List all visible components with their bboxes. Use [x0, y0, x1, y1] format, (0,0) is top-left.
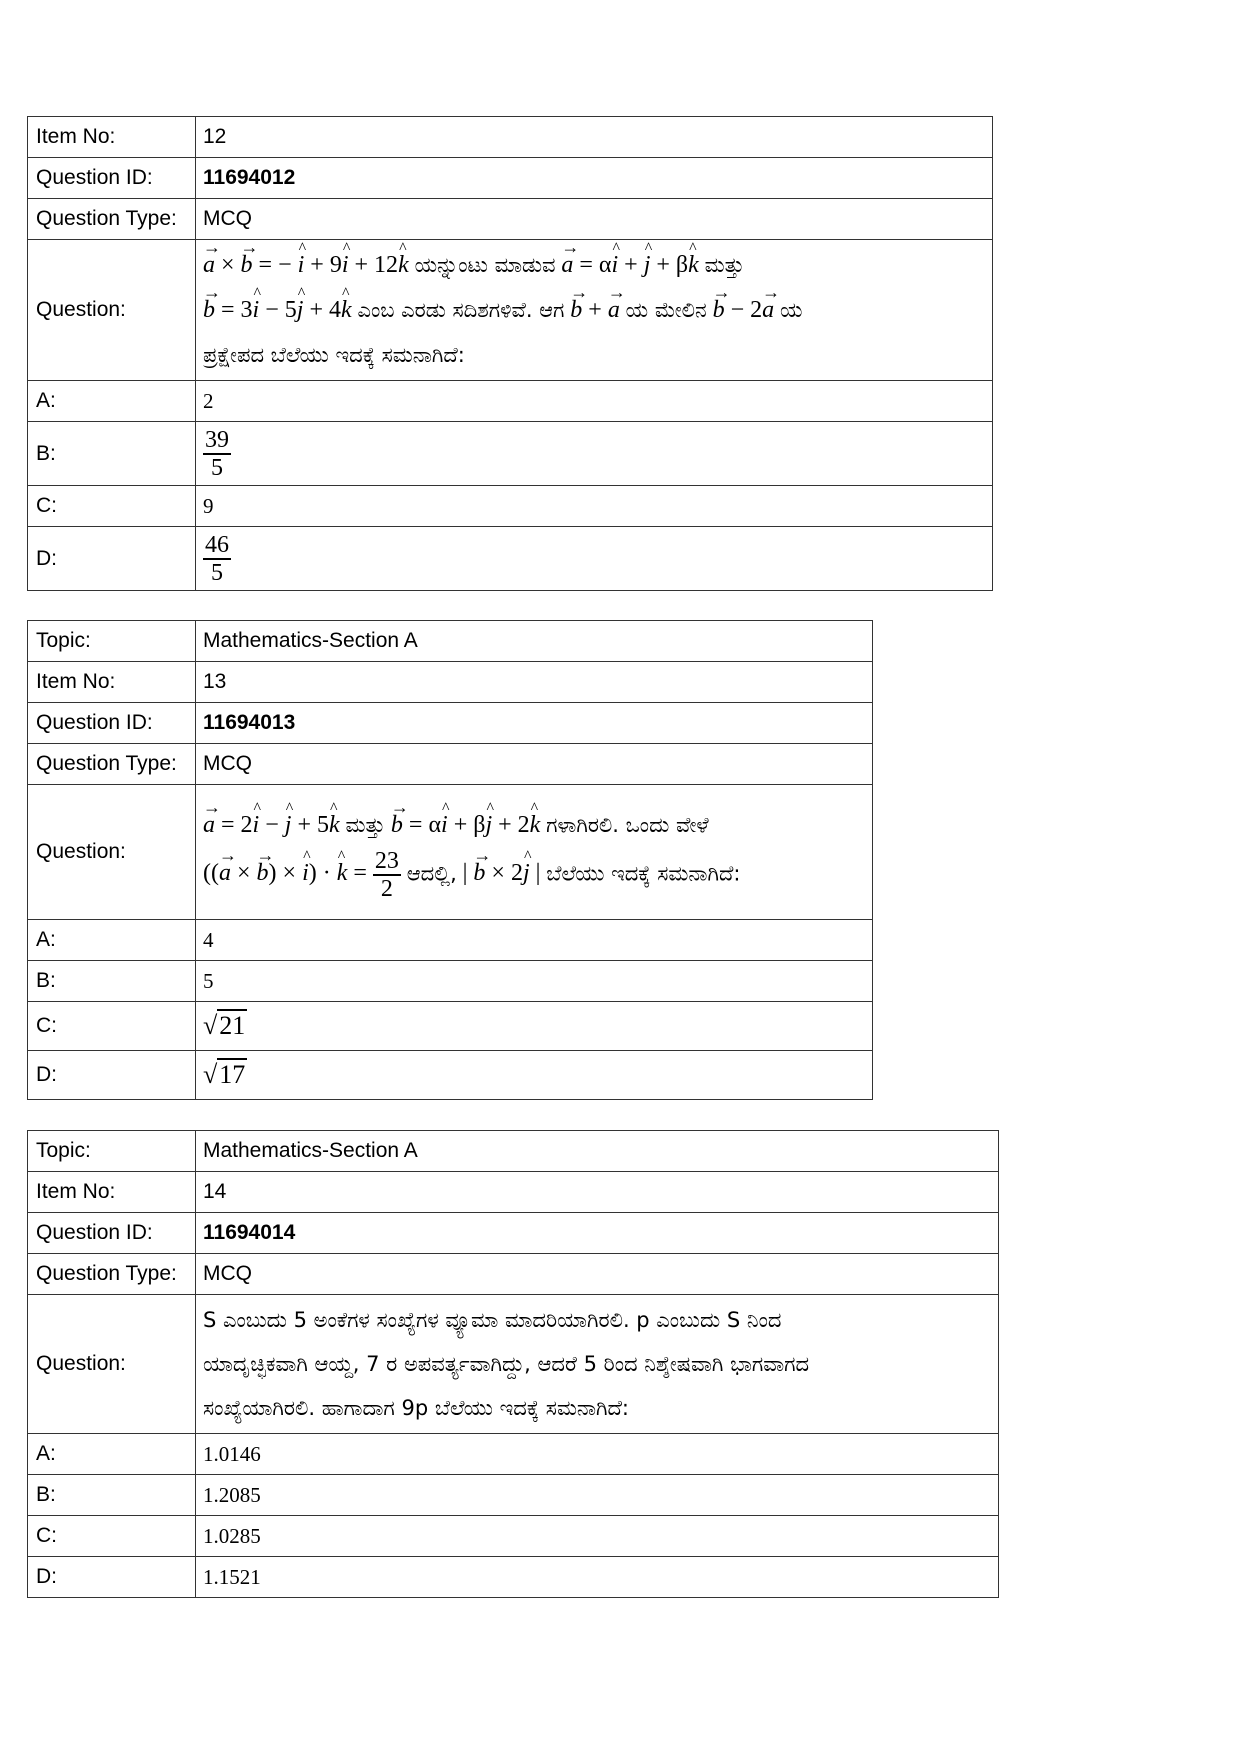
option-c-label: C:: [28, 1002, 196, 1051]
item-no-value: 12: [196, 117, 993, 158]
fraction: [373, 848, 401, 902]
question-type-value: MCQ: [196, 744, 873, 785]
question-text-part: ಯನ್ನುಂಟು ಮಾಡುವ: [414, 252, 556, 277]
question-type-value: MCQ: [196, 1254, 999, 1295]
question-text: [196, 1295, 999, 1434]
question-text: [196, 240, 993, 381]
question-type-value: MCQ: [196, 199, 993, 240]
option-c-label: C:: [28, 1516, 196, 1557]
formula-vector-a: → a = 2^ i − ^ j + 5^ k: [203, 812, 340, 838]
question-text-part: ಎಂಬ ಎರಡು ಸದಿಶಗಳಿವೆ. ಆಗ: [357, 297, 565, 322]
option-a-value: 2: [196, 381, 993, 422]
formula-magnitude: | → b × 2^ j |: [463, 860, 541, 886]
option-d-label: D:: [28, 1557, 196, 1598]
radicand: 21: [219, 1011, 246, 1040]
question-text-part: ಪ್ರಕ್ಷೇಪದ ಬೆಲೆಯು ಇದಕ್ಕೆ ಸಮನಾಗಿದೆ:: [203, 342, 465, 367]
option-c-label: C:: [28, 486, 196, 527]
question-id-value: 11694012: [196, 158, 993, 199]
radicand: 17: [219, 1060, 246, 1089]
topic-value: Mathematics-Section A: [196, 621, 873, 662]
question-text: [196, 785, 873, 920]
option-c-value: 1.0285: [196, 1516, 999, 1557]
question-text-part: ಮತ್ತು: [345, 812, 386, 837]
question-type-label: Question Type:: [28, 744, 196, 785]
formula-vector-b: → b = α^ i + β^ j + 2^ k: [391, 812, 540, 838]
question-id-label: Question ID:: [28, 1213, 196, 1254]
question-line: S ಎಂಬುದು 5 ಅಂಕೆಗಳ ಸಂಖ್ಯೆಗಳ ವ್ಯೂಮಾ ಮಾದರಿಯಾಗಿರಲಿ. p ಎಂಬುದು S ನಿಂದ: [203, 1308, 782, 1332]
square-root: √21: [203, 1011, 246, 1040]
topic-label: Topic:: [28, 1131, 196, 1172]
option-b-label: B:: [28, 961, 196, 1002]
formula-b-minus-2a: → b − 2→ a: [713, 297, 775, 323]
question-line: ಯಾದೃಚ್ಛಿಕವಾಗಿ ಆಯ್ದ, 7 ರ ಅಪವರ್ತ್ಯವಾಗಿದ್ದು, ಆದರೆ 5 ರಿಂದ ನಿಶ್ಶೇಷವಾಗಿ ಭಾಗವಾಗದ: [203, 1352, 810, 1376]
formula-b-plus-a: → b + → a: [570, 297, 620, 323]
option-b-value: 1.2085: [196, 1475, 999, 1516]
question-text-part: ಯ ಮೇಲಿನ: [625, 297, 707, 322]
option-a-label: A:: [28, 1434, 196, 1475]
fraction-numerator: 39: [205, 426, 229, 453]
question-label: Question:: [28, 1295, 196, 1434]
option-c-value: [196, 1002, 873, 1051]
item-no-value: 14: [196, 1172, 999, 1213]
question-id-label: Question ID:: [28, 158, 196, 199]
option-a-label: A:: [28, 920, 196, 961]
question-table-14: [27, 1130, 999, 1598]
item-no-label: Item No:: [28, 1172, 196, 1213]
option-d-value: [196, 1051, 873, 1100]
question-id-value: 11694014: [196, 1213, 999, 1254]
formula-triple-product: ((→ a × → b) × ^ i) · ^ k =: [203, 860, 373, 886]
question-text-part: ಮತ್ತು: [704, 252, 745, 277]
item-no-value: 13: [196, 662, 873, 703]
option-b-label: B:: [28, 422, 196, 486]
question-text-part: ಗಳಾಗಿರಲಿ. ಒಂದು ವೇಳೆ: [546, 812, 709, 837]
option-d-label: D:: [28, 527, 196, 591]
question-id-value: 11694013: [196, 703, 873, 744]
question-line: ಸಂಖ್ಯೆಯಾಗಿರಲಿ. ಹಾಗಾದಾಗ 9p ಬೆಲೆಯು ಇದಕ್ಕೆ ಸಮನಾಗಿದೆ:: [203, 1396, 629, 1420]
option-d-label: D:: [28, 1051, 196, 1100]
question-label: Question:: [28, 240, 196, 381]
question-type-label: Question Type:: [28, 199, 196, 240]
item-no-label: Item No:: [28, 662, 196, 703]
formula-vector-b: → b = 3^ i − 5^ j + 4^ k: [203, 297, 352, 323]
option-d-value: [196, 527, 993, 591]
option-a-value: 1.0146: [196, 1434, 999, 1475]
formula-cross-product: → a × → b = − ^ i + 9^ i + 12^ k: [203, 252, 409, 278]
option-a-label: A:: [28, 381, 196, 422]
question-type-label: Question Type:: [28, 1254, 196, 1295]
question-table-12: [27, 116, 993, 591]
item-no-label: Item No:: [28, 117, 196, 158]
option-b-value: [196, 422, 993, 486]
option-d-value: 1.1521: [196, 1557, 999, 1598]
option-b-value: 5: [196, 961, 873, 1002]
fraction-denominator: 5: [211, 559, 223, 586]
topic-value: Mathematics-Section A: [196, 1131, 999, 1172]
question-label: Question:: [28, 785, 196, 920]
fraction-denominator: 5: [211, 454, 223, 481]
fraction-denominator: 2: [380, 875, 393, 902]
square-root: √17: [203, 1060, 246, 1089]
formula-vector-a: → a = α^ i + ^ j + β^ k: [561, 252, 698, 278]
option-a-value: 4: [196, 920, 873, 961]
fraction-numerator: 23: [374, 847, 399, 874]
fraction-numerator: 46: [205, 531, 229, 558]
question-text-part: ಯ: [779, 297, 803, 322]
question-text-part: ಬೆಲೆಯು ಇದಕ್ಕೆ ಸಮನಾಗಿದೆ:: [546, 861, 741, 886]
option-c-value: 9: [196, 486, 993, 527]
fraction: [203, 427, 231, 481]
question-id-label: Question ID:: [28, 703, 196, 744]
question-text-part: ಆದಲ್ಲಿ,: [406, 861, 457, 886]
fraction: [203, 532, 231, 586]
option-b-label: B:: [28, 1475, 196, 1516]
question-table-13: [27, 620, 873, 1100]
topic-label: Topic:: [28, 621, 196, 662]
